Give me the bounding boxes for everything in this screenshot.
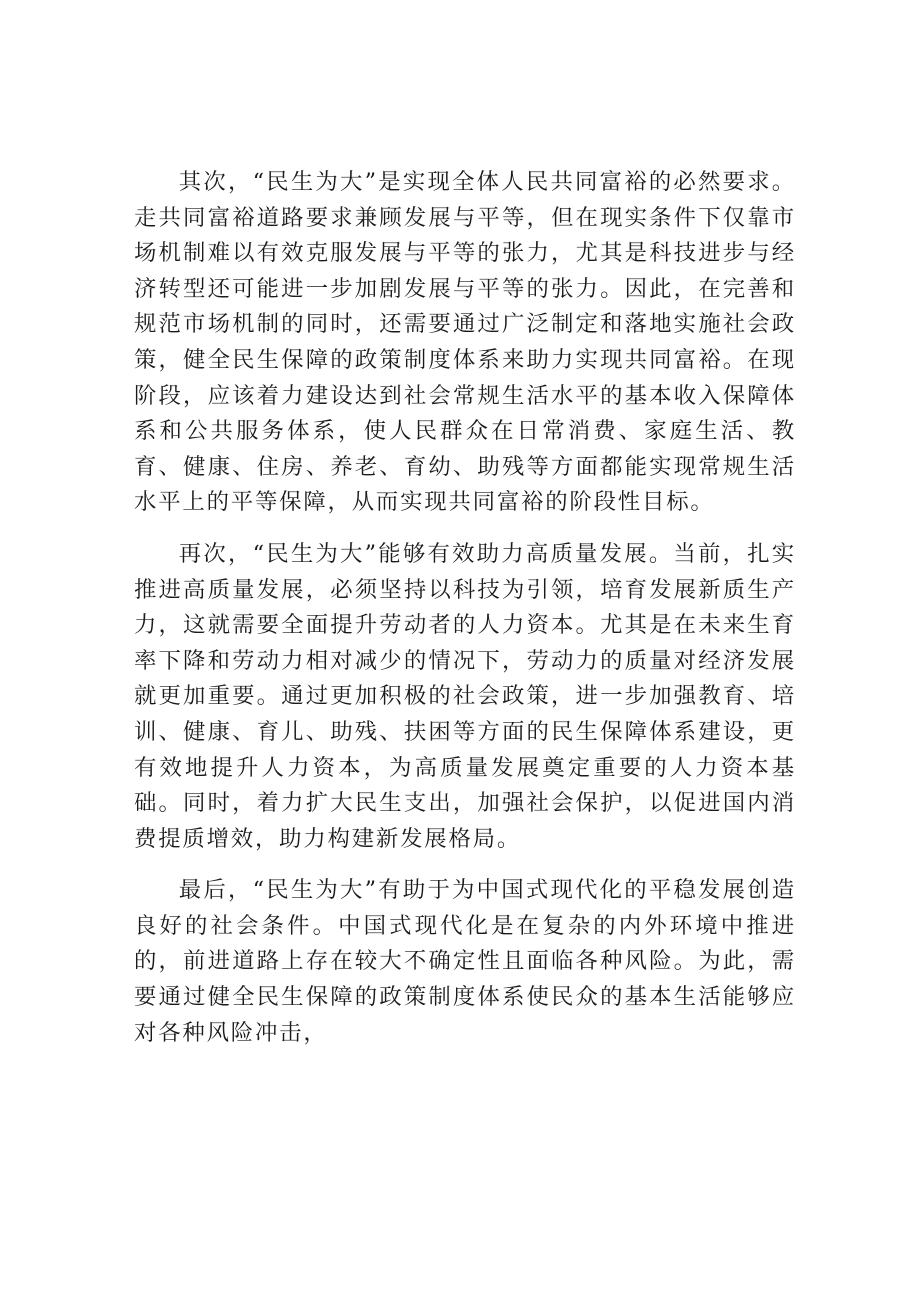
document-body [134, 165, 796, 1051]
paragraph-high-quality-development: 再次，“民生为大”能够有效助力高质量发展。当前，扎实推进高质量发展，必须坚持以科技为引领，培育发展新质生产力，这就需要全面提升劳动者的人力资本。尤其是在未来生育率下降和劳动力相对减少的情况下，劳动力的质量对经济发展就更加重要。通过更加积极的社会政策，进一步加强教育、培训、健康、育儿、助残、扶困等方面的民生保障体系建设，更有效地提升人力资本，为高质量发展奠定重要的人力资本基础。同时，着力扩大民生支出，加强社会保护，以促进国内消费提质增效，助力构建新发展格局。 [134, 540, 796, 852]
paragraph-modernization-stability: 最后，“民生为大”有助于为中国式现代化的平稳发展创造良好的社会条件。中国式现代化是在复杂的内外环境中推进的，前进道路上存在较大不确定性且面临各种风险。为此，需要通过健全民生保障的政策制度体系使民众的基本生活能够应对各种风险冲击， [134, 877, 796, 1046]
paragraph-common-prosperity: 其次，“民生为大”是实现全体人民共同富裕的必然要求。走共同富裕道路要求兼顾发展与平等，但在现实条件下仅靠市场机制难以有效克服发展与平等的张力，尤其是科技进步与经济转型还可能进一步加剧发展与平等的张力。因此，在完善和规范市场机制的同时，还需要通过广泛制定和落地实施社会政策，健全民生保障的政策制度体系来助力实现共同富裕。在现阶段，应该着力建设达到社会常规生活水平的基本收入保障体系和公共服务体系，使人民群众在日常消费、家庭生活、教育、健康、住房、养老、育幼、助残等方面都能实现常规生活水平上的平等保障，从而实现共同富裕的阶段性目标。 [134, 169, 796, 516]
